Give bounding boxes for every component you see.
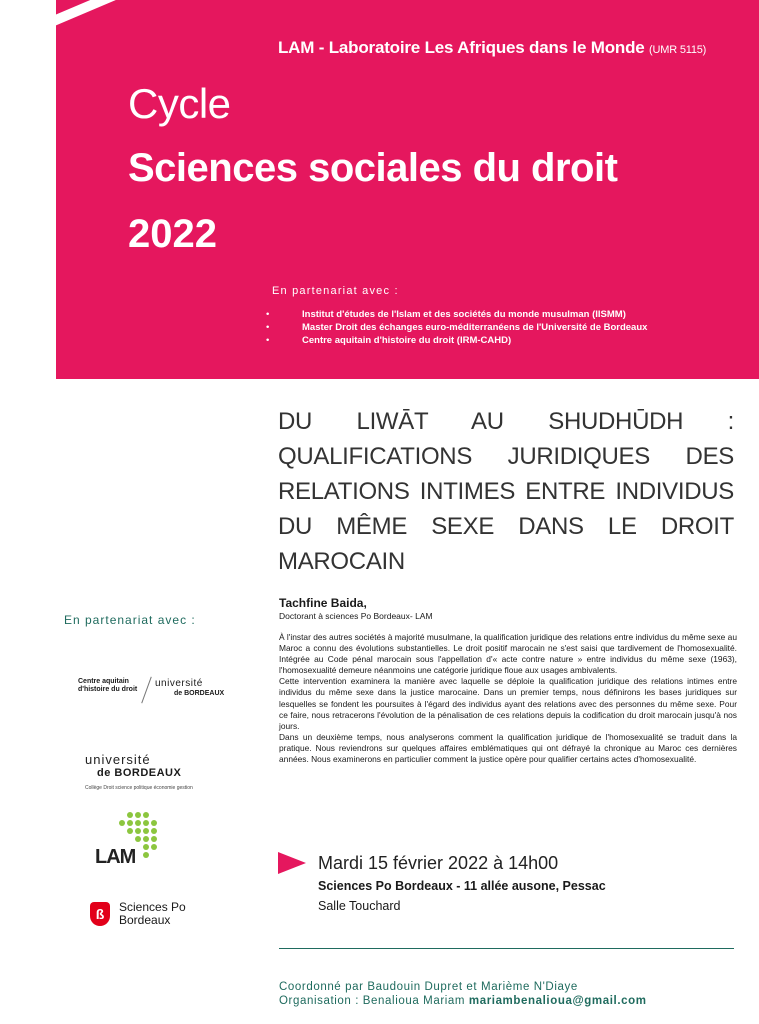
speaker-name: Tachfine Baida, bbox=[279, 596, 367, 610]
header-banner bbox=[56, 0, 759, 379]
event-date: Mardi 15 février 2022 à 14h00 bbox=[318, 853, 559, 873]
footer-coordination: Coordonné par Baudouin Dupret et Marième N'Diaye bbox=[279, 981, 578, 993]
lab-name: LAM - Laboratoire Les Afriques dans le Monde bbox=[278, 38, 645, 57]
list-item: • Centre aquitain d'histoire du droit (IRM-CAHD) bbox=[266, 334, 647, 347]
scpo-logo-line1: Sciences Po bbox=[119, 900, 186, 914]
cycle-label: Cycle bbox=[128, 80, 231, 127]
lam-logo bbox=[95, 812, 165, 874]
footer-organisation bbox=[279, 995, 647, 1007]
abstract-paragraph: Cette intervention examinera la manière avec laquelle se déploie la qualification juridique des relations intimes entre individus du même sexe dans la justice marocaine. Dans un premier temps, nous définirons les bases juridiques sur lesquelles se fondent les poursuites à l'égard des individus ayant des relations avec des personnes du même sexe. Pour ce faire, nous retracerons l'évolution de la pénalisation de ces relations depuis la codification du droit marocain jusqu'à nos jours. bbox=[279, 676, 737, 731]
abstract-paragraph: À l'instar des autres sociétés à majorité musulmane, la qualification juridique des relations entre individus du même sexe au Maroc a connu des évolutions substantielles. Le droit positif marocain ne s'est saisi que tardivement de l'homosexualité. Intégrée au Code pénal marocain sous l'appellation d'« acte contre nature » entre individus du même sexe (1963), l'homosexualité demeure néanmoins une catégorie juridique floue aux usages ambivalents. bbox=[279, 632, 737, 676]
footer-divider bbox=[279, 948, 734, 949]
abstract-paragraph: Dans un deuxième temps, nous analyserons comment la qualification juridique de l'homosexualité se traduit dans la pratique. Nous reviendrons sur quelques affaires emblématiques qui ont défrayé la chronique au Maroc ces dernières années. Nous examinerons en particulier comment la justice opère pour qualifier certains actes d'homosexualité. bbox=[279, 731, 737, 765]
left-partners-heading: En partenariat avec : bbox=[64, 613, 196, 627]
play-arrow-icon bbox=[278, 852, 306, 874]
cahd-logo bbox=[78, 676, 238, 706]
lab-title bbox=[278, 38, 706, 58]
banner-partners-heading: En partenariat avec : bbox=[272, 285, 399, 297]
list-item: • Master Droit des échanges euro-méditerranéens de l'Université de Bordeaux bbox=[266, 321, 647, 334]
cahd-logo-text: Centre aquitain d'histoire du droit bbox=[78, 678, 138, 693]
lam-logo-text: LAM bbox=[95, 846, 136, 868]
lab-umr: (UMR 5115) bbox=[649, 44, 707, 56]
event-room: Salle Touchard bbox=[318, 899, 401, 913]
ubx-small-logo-line1: université bbox=[155, 678, 203, 689]
contact-email[interactable]: mariambenalioua@gmail.com bbox=[468, 995, 647, 1007]
sciences-po-mark-icon: ß bbox=[90, 902, 110, 926]
abstract bbox=[279, 632, 737, 765]
speaker-role: Doctorant à sciences Po Bordeaux- LAM bbox=[279, 611, 433, 621]
sciences-po-logo bbox=[90, 898, 210, 932]
event-place: Sciences Po Bordeaux - 11 allée ausone, Pessac bbox=[318, 879, 606, 893]
list-item: • Institut d'études de l'Islam et des sociétés du monde musulman (IISMM) bbox=[266, 308, 647, 321]
ubx-logo-caption: Collège Droit science politique économie gestion bbox=[85, 785, 193, 791]
ubx-small-logo-line2: de BORDEAUX bbox=[174, 690, 225, 697]
universite-bordeaux-logo bbox=[85, 752, 235, 792]
cycle-name: Sciences sociales du droit bbox=[128, 146, 618, 190]
ubx-logo-line2: de BORDEAUX bbox=[97, 767, 182, 779]
scpo-logo-line2: Bordeaux bbox=[119, 913, 171, 927]
talk-title: DU LIWĀT AU SHUDHŪDH : QUALIFICATIONS JURIDIQUES DES RELATIONS INTIMES ENTRE INDIVIDUS DU MÊME SEXE DANS LE DROIT MAROCAIN bbox=[278, 408, 734, 575]
ubx-logo-line1: université bbox=[85, 752, 151, 767]
organisation-label: Organisation : Benalioua Mariam bbox=[279, 995, 466, 1007]
cycle-year: 2022 bbox=[128, 212, 217, 256]
banner-partners-list bbox=[266, 308, 647, 347]
